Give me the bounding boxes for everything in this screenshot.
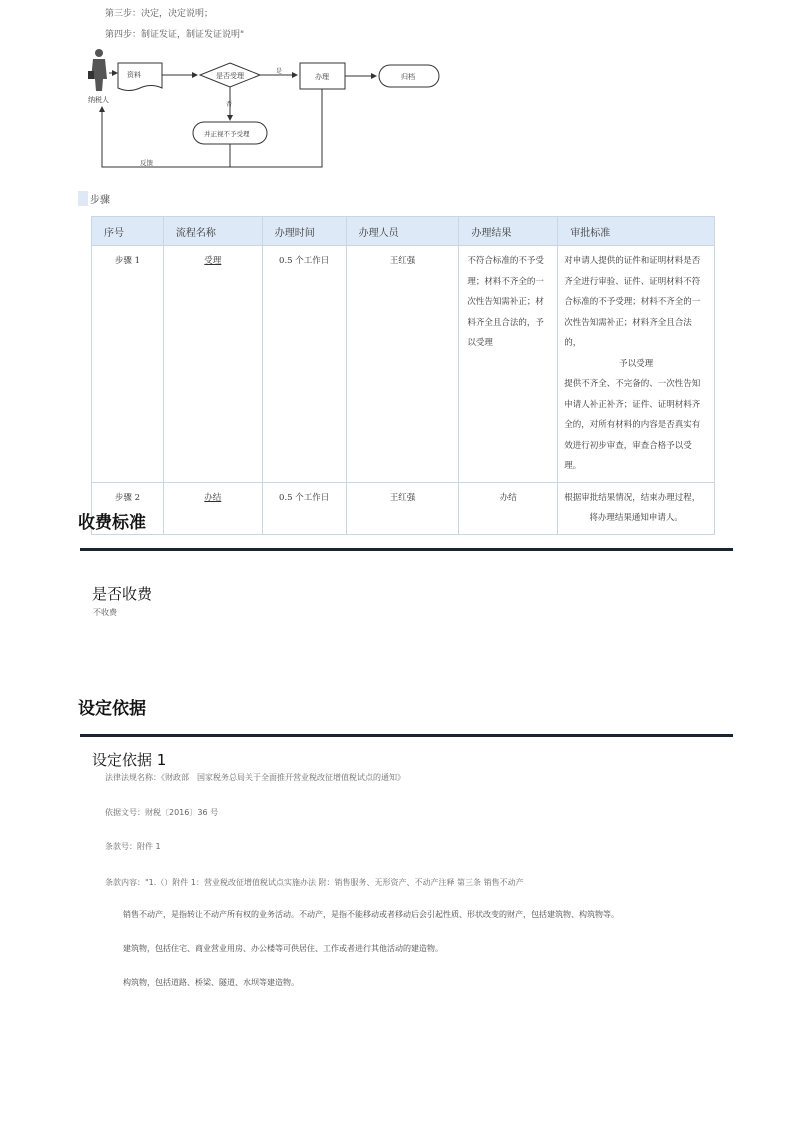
reject-label: 并正视不予受理 bbox=[204, 130, 250, 138]
table-header-row bbox=[92, 217, 715, 246]
basis-divider bbox=[80, 734, 733, 737]
clause-paragraph-3: 构筑物，包括道路、桥梁、隧道、水坝等建造物。 bbox=[123, 978, 299, 987]
table-row bbox=[92, 482, 715, 534]
header-name: 流程名称 bbox=[163, 217, 262, 246]
row-person: 王红强 bbox=[346, 482, 459, 534]
clause-content: 条款内容："1.（）附件 1：营业税改征增值税试点实施办法 附：销售服务、无形资产、不动产注释 第三条 销售不动产 bbox=[105, 878, 524, 887]
process-table bbox=[91, 216, 715, 535]
step-name-link[interactable]: 受理 bbox=[204, 256, 222, 266]
standard-text: 根据审批结果情况，结束办理过程， bbox=[564, 492, 701, 503]
row-result: 不符合标准的不予受理；材料不齐全的一次性告知需补正；材料齐全且合法的，予以受理 bbox=[459, 246, 558, 483]
standard-more-text: 提供不齐全、不完备的、一次性告知申请人补正补齐；证件、证明材料齐全的，对所有材料的内容是否真实有效进行初步审查，审查合格予以受理。 bbox=[564, 379, 701, 471]
basis-section-title: 设定依据 bbox=[78, 699, 146, 719]
step-name-link[interactable]: 办结 bbox=[204, 492, 222, 503]
header-result: 办理结果 bbox=[459, 217, 558, 246]
handle-label: 办理 bbox=[315, 73, 329, 81]
steps-label: 步骤 bbox=[78, 191, 110, 206]
feedback-label: 反馈 bbox=[140, 159, 153, 167]
person-label: 纳税人 bbox=[88, 96, 109, 104]
step-4-text: 第四步：制证发证，制证发证说明" bbox=[105, 30, 245, 40]
row-result: 办结 bbox=[459, 482, 558, 534]
step-3-text: 第三步：决定，决定说明； bbox=[105, 9, 214, 19]
row-no: 步骤 2 bbox=[92, 482, 164, 534]
row-no: 步骤 1 bbox=[92, 246, 164, 483]
basis-subtitle: 设定依据 1 bbox=[92, 751, 167, 769]
row-time: 0.5 个工作日 bbox=[262, 246, 346, 483]
archive-label: 归档 bbox=[401, 73, 415, 81]
doc-number: 依据文号：财税〔2016〕36 号 bbox=[105, 808, 219, 817]
yes-label: 是 bbox=[276, 68, 283, 75]
row-person: 王红强 bbox=[346, 246, 459, 483]
material-label: 资料 bbox=[127, 71, 141, 79]
row-standard bbox=[558, 246, 715, 483]
fee-section-title: 收费标准 bbox=[78, 513, 146, 533]
fee-divider bbox=[80, 548, 733, 551]
row-time: 0.5 个工作日 bbox=[262, 482, 346, 534]
clause-number: 条款号：附件 1 bbox=[105, 842, 161, 851]
no-label: 否 bbox=[226, 101, 233, 108]
law-name: 法律法规名称：《财政部 国家税务总局关于全面推开营业税改征增值税试点的通知》 bbox=[105, 773, 405, 782]
header-no: 序号 bbox=[92, 217, 164, 246]
clause-paragraph-2: 建筑物，包括住宅、商业营业用房、办公楼等可供居住、工作或者进行其他活动的建造物。 bbox=[123, 944, 443, 953]
clause-paragraph-1: 销售不动产，是指转让不动产所有权的业务活动。不动产，是指不能移动或者移动后会引起性质、形状改变的财产，包括建筑物、构筑物等。 bbox=[123, 910, 619, 919]
person-icon bbox=[88, 49, 107, 91]
process-flowchart bbox=[85, 45, 455, 185]
header-person: 办理人员 bbox=[346, 217, 459, 246]
fee-value: 不收费 bbox=[93, 608, 117, 617]
decision-label: 是否受理 bbox=[216, 72, 244, 80]
fee-subtitle: 是否收费 bbox=[92, 585, 153, 603]
table-row bbox=[92, 246, 715, 483]
header-standard: 审批标准 bbox=[558, 217, 715, 246]
standard-center-text: 将办理结果通知申请人。 bbox=[589, 513, 683, 523]
header-time: 办理时间 bbox=[262, 217, 346, 246]
standard-text: 对申请人提供的证件和证明材料是否齐全进行审验、证件、证明材料不符合标准的不予受理；材料不齐全的一次性告知需补正；材料齐全且合法的， bbox=[564, 256, 701, 348]
standard-center-text: 予以受理 bbox=[619, 358, 654, 369]
row-standard bbox=[558, 482, 715, 534]
